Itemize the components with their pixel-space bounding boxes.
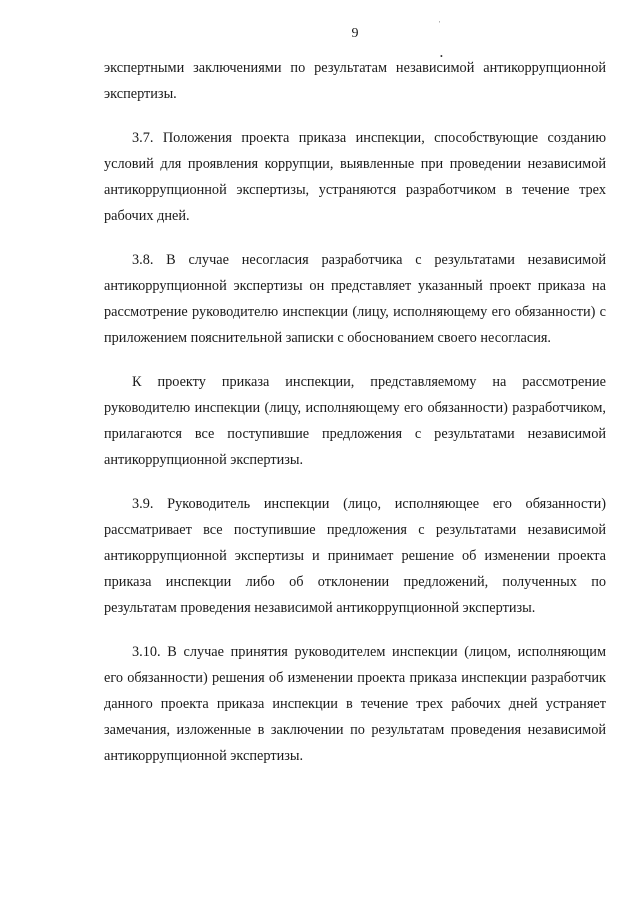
- paragraph-3-10: 3.10. В случае принятия руководителем инспекции (лицом, исполняющим его обязанности) решения об изменении проекта приказа инспекции разработчик данного проекта приказа инспекции в течение трех рабочих дней устраняет замечания, изложенные в заключении по результатам проведения независимой антикоррупционной экспертизы.: [104, 644, 606, 764]
- scan-speck: ˈ: [438, 20, 441, 29]
- scan-speck: •: [440, 52, 443, 61]
- page-number: 9: [351, 26, 359, 41]
- paragraph-3-9: 3.9. Руководитель инспекции (лицо, исполняющее его обязанности) рассматривает все поступившие предложения с результатами независимой антикоррупционной экспертизы и принимает решение об изменении проекта приказа инспекции либо об отклонении предложений, полученных по результатам проведения независимой антикоррупционной экспертизы.: [104, 496, 606, 616]
- paragraph-attachment: К проекту приказа инспекции, представляемому на рассмотрение руководителю инспекции (лицу, исполняющему его обязанности) разработчиком, прилагаются все поступившие предложения с результатами независимой антикоррупционной экспертизы.: [104, 374, 606, 468]
- paragraph-3-8: 3.8. В случае несогласия разработчика с результатами независимой антикоррупционной экспертизы он представляет указанный проект приказа на рассмотрение руководителю инспекции (лицу, исполняющему его обязанности) с приложением пояснительной записки с обоснованием своего несогласия.: [104, 252, 606, 346]
- paragraph-continuation: экспертными заключениями по результатам независимой антикоррупционной экспертизы.: [104, 60, 606, 102]
- paragraph-3-7: 3.7. Положения проекта приказа инспекции, способствующие созданию условий для проявления коррупции, выявленные при проведении независимой антикоррупционной экспертизы, устраняются разработчиком в течение трех рабочих дней.: [104, 130, 606, 224]
- document-body: [104, 55, 606, 787]
